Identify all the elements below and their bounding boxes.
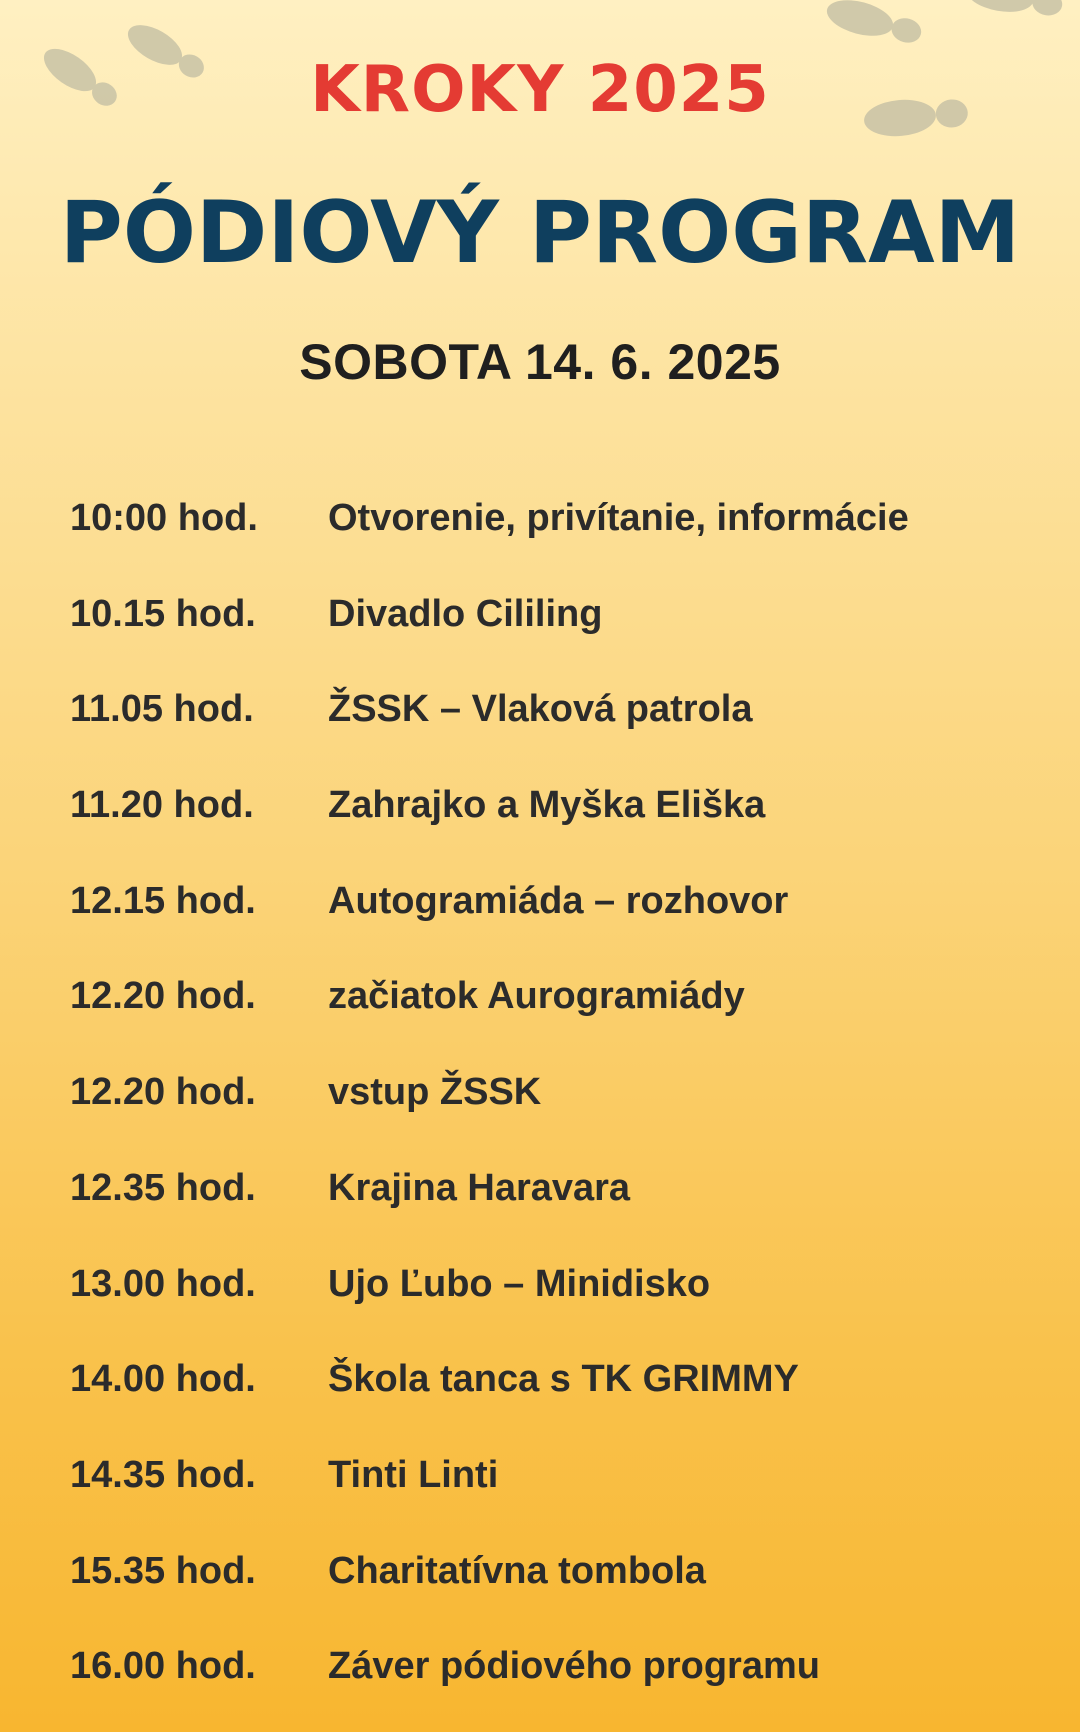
event-brand: KROKY 2025: [310, 53, 770, 127]
schedule-event: Ujo Ľubo – Minidisko: [328, 1262, 711, 1305]
schedule-event: Autogramiáda – rozhovor: [328, 879, 789, 922]
schedule-row: [70, 1636, 1060, 1732]
schedule-row: [70, 1541, 1060, 1637]
schedule-time: 15.35 hod.: [70, 1549, 256, 1592]
schedule-time: 14.35 hod.: [70, 1453, 256, 1496]
schedule-time: 10:00 hod.: [70, 497, 258, 539]
schedule-row: [70, 871, 1060, 967]
schedule-time: 14.00 hod.: [70, 1358, 256, 1401]
schedule-time: 10.15 hod.: [70, 592, 256, 635]
schedule-list: [70, 488, 1060, 1732]
schedule-time: 12.20 hod.: [70, 1071, 256, 1114]
schedule-time: 13.00 hod.: [70, 1262, 256, 1305]
event-date: SOBOTA 14. 6. 2025: [299, 334, 781, 390]
schedule-time: 12.35 hod.: [70, 1166, 256, 1209]
schedule-event: ŽSSK – Vlaková patrola: [328, 688, 753, 731]
schedule-row: [70, 1062, 1060, 1158]
schedule-row: [70, 1158, 1060, 1254]
schedule-event: Škola tanca s TK GRIMMY: [328, 1358, 799, 1401]
schedule-event: začiatok Aurogramiády: [328, 975, 745, 1018]
footprint-right-1: [823, 0, 925, 50]
schedule-time: 12.20 hod.: [70, 975, 256, 1018]
schedule-event: Divadlo Cililing: [328, 592, 603, 635]
schedule-row: [70, 966, 1060, 1062]
footprint-right-2: [964, 0, 1065, 22]
schedule-event: Krajina Haravara: [328, 1166, 631, 1209]
page-title: PÓDIOVÝ PROGRAM: [59, 183, 1021, 283]
schedule-row: [70, 1254, 1060, 1350]
schedule-time: 11.05 hod.: [70, 688, 254, 731]
schedule-row: [70, 488, 1060, 584]
schedule-row: [70, 1349, 1060, 1445]
schedule-row: [70, 584, 1060, 680]
schedule-event: vstup ŽSSK: [328, 1071, 542, 1114]
schedule-row: [70, 1445, 1060, 1541]
schedule-time: 11.20 hod.: [70, 784, 254, 827]
schedule-time: 12.15 hod.: [70, 879, 256, 922]
schedule-event: Tinti Linti: [328, 1453, 499, 1496]
schedule-event: Charitatívna tombola: [328, 1549, 706, 1592]
schedule-event: Zahrajko a Myška Eliška: [328, 784, 766, 827]
schedule-row: [70, 775, 1060, 871]
schedule-time: 16.00 hod.: [70, 1645, 256, 1688]
schedule-event: Otvorenie, privítanie, informácie: [328, 497, 909, 539]
schedule-row: [70, 679, 1060, 775]
schedule-event: Záver pódiového programu: [328, 1645, 820, 1688]
